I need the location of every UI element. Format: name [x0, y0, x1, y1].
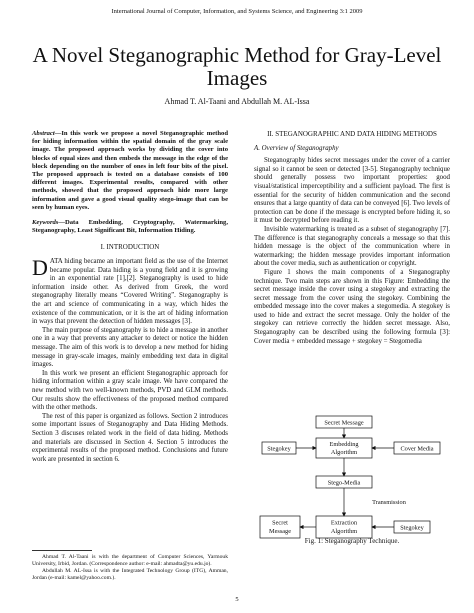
- abstract: [32, 130, 228, 212]
- label-embedding-algorithm: Algorithm: [330, 449, 358, 456]
- page-number: 5: [235, 596, 239, 603]
- label-embedding: Embedding: [329, 441, 359, 448]
- label-stegokey: Stegokey: [267, 445, 291, 453]
- label-secret: Secret: [272, 519, 288, 527]
- journal-header: International Journal of Computer, Information, and Systems Science, and Engineering 3:1 2009: [111, 8, 363, 15]
- section2-paragraph-2: Invisible watermarking is treated as a subset of steganography [7]. The difference is that steganography conceals a message so that this hidden message is the object of the communication where in watermarking; the hidden message provides important information about the cover media, such as authentication or copyright.: [254, 225, 450, 268]
- left-column: [32, 130, 228, 464]
- section2-heading: II. STEGANOGRAPHIC AND DATA HIDING METHODS: [267, 130, 437, 138]
- intro-paragraph-2: The main purpose of steganography is to hide a message in another one in a way that prevents any attacker to detect or notice the hidden message. The aim of this work is to develop a new method for hiding message in gray-scale images, mainly embedding text data in digital images.: [32, 326, 228, 369]
- intro-paragraph-1: [32, 255, 228, 327]
- label-extraction: Extraction: [330, 519, 358, 527]
- intro-paragraph-3: In this work we present an efficient Steganographic approach for hiding information within a gray scale image. We have compared the new method with two well-known methods, PVD and GLM methods. Our results show the effectiveness of the proposed method compared with the other methods.: [32, 369, 228, 412]
- section2-subheading: A. Overview of Steganography: [254, 144, 339, 152]
- footnote-rule: [32, 550, 92, 551]
- keywords: [32, 219, 228, 235]
- keywords-lead: Keywords—: [32, 219, 65, 227]
- footnote-2: Abdullah M. AL-Issa is with the Integrated Technology Group (ITG), Amman, Jordan (e-mail: kamel@yahoo.com.).: [32, 568, 228, 581]
- label-transmission: Transmission: [372, 499, 406, 506]
- label-stego-media: Stego-Media: [327, 479, 361, 487]
- right-column: [254, 130, 450, 346]
- intro-p1-text: ATA hiding became an important field as the use of the Internet became popular. Data hiding is a young field and it is growing in an exponential rate [1],[2]. Steganography is used to hide information inside other. As derived from Greek, the word steganography literally means “Covered Writing”. Steganography is the art and science of communicating in a way, which hides the existence of the communication, or it is the art of hiding information in ways that prevent the detection of hidden messages [3].: [32, 258, 228, 326]
- paper-title: A Novel Steganographic Method for Gray-Level Images: [32, 43, 442, 90]
- footnotes: [32, 554, 228, 582]
- label-secret-message: Secret Message: [324, 419, 364, 427]
- label-cover-media: Cover Media: [400, 445, 434, 453]
- dropcap: D: [32, 255, 48, 281]
- label-message: Message: [268, 528, 292, 535]
- abstract-text: In this work we propose a novel Steganographic method for hiding information within the spatial domain of the gray scale image. The proposed approach works by dividing the cover into blocks of equal sizes and then embeds the message in the edge of the block depending on the number of ones in left four bits of the pixel. The proposed approach is tested on a database consists of 100 different images. Experimental results, compared with other methods, showed that the proposed approach hide more large information and gave a good visual quality stego-image that can be seen by human eyes.: [32, 130, 228, 211]
- steganography-diagram: [254, 404, 450, 554]
- authors: Ahmad T. Al-Taani and Abdullah M. AL-Issa: [164, 97, 310, 106]
- section2-paragraph-3: Figure 1 shows the main components of a Steganography technique. Two main steps are shown in this Figure: Embedding the secret message inside the cover using a stegokey and extracting the secret message from the cover using the stegokey. Combining the embedded message into the cover makes a stegomedia. A stegokey is used to hide and extract the secret message. Only the holder of the stegokey can retrieve correctly the hidden secret message. Also, Steganography can be described using the following formula [3]: Cover media + embedded message + stegokey = Stegomedia: [254, 268, 450, 345]
- section2-paragraph-1: Steganography hides secret messages under the cover of a carrier signal so it cannot be seen or detected [3-5]. Steganography technique should generally possess two important properties: good visual/statistical imperceptibility and a sufficient payload. The first is essential for the security of hidden communication and the second ensures that a large quantity of data can be conveyed [6]. Two levels of protection can be done if the message is encrypted before hiding it, so it must be decrypted before reading it.: [254, 157, 450, 225]
- label-extraction-algorithm: Algorithm: [330, 528, 358, 535]
- intro-paragraph-4: The rest of this paper is organized as follows. Section 2 introduces some important issues of Steganography and Data Hiding Methods. Section 3 discuses related work in the field of data hiding. Methods and materials are discussed in Section 4. Section 5 introduces the experimental results of the proposed method. Conclusions and future work are presented in section 6.: [32, 412, 228, 463]
- abstract-lead: Abstract—: [32, 130, 62, 137]
- figure-caption: Fig. 1: Steganography Technique.: [304, 537, 400, 545]
- keywords-text: Data Embedding, Cryptography, Watermarking, Steganography, Least Significant Bit, Information Hiding.: [32, 219, 228, 235]
- intro-heading: I. INTRODUCTION: [100, 243, 160, 252]
- footnote-1: Ahmad T. Al-Taani is with the department of Computer Sciences, Yarmouk University, Irbid, Jordan. (Correspondence author: e-mail: ahmadta@yu.edu.jo).: [32, 554, 228, 567]
- label-stegokey-2: Stegokey: [400, 524, 424, 532]
